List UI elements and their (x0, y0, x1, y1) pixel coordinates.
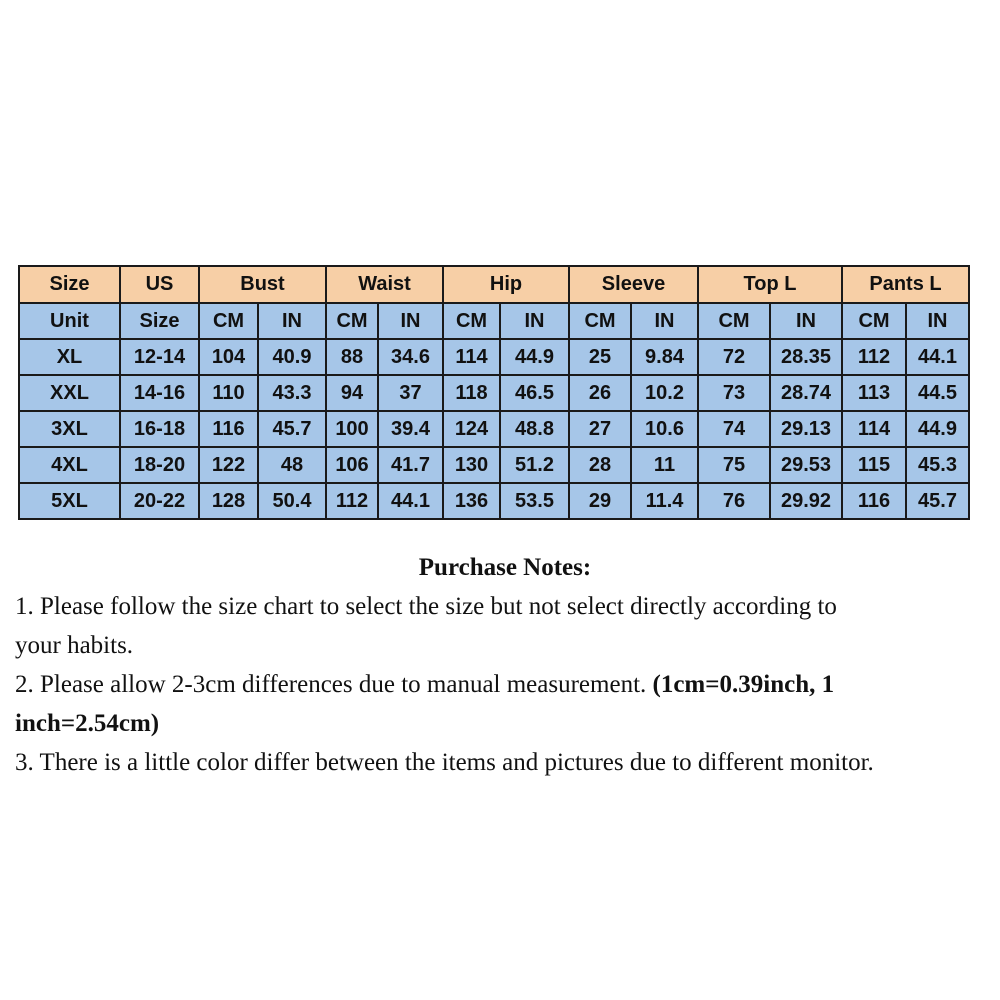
header-us: US (120, 266, 199, 303)
header-size: Size (19, 266, 120, 303)
cell-sleeve-in: 10.6 (631, 411, 698, 447)
cell-sleeve-in: 11.4 (631, 483, 698, 519)
cell-pants-in: 44.9 (906, 411, 969, 447)
cell-pants-in: 45.3 (906, 447, 969, 483)
cell-hip-in: 51.2 (500, 447, 569, 483)
cell-bust-in: 40.9 (258, 339, 326, 375)
cell-top-in: 28.35 (770, 339, 842, 375)
cell-sleeve-cm: 26 (569, 375, 631, 411)
header-sleeve: Sleeve (569, 266, 698, 303)
cell-us-size: 20-22 (120, 483, 199, 519)
cell-hip-cm: 130 (443, 447, 500, 483)
cell-sleeve-in: 11 (631, 447, 698, 483)
cell-pants-cm: 112 (842, 339, 906, 375)
cell-bust-in: 45.7 (258, 411, 326, 447)
cell-sleeve-in: 9.84 (631, 339, 698, 375)
cell-waist-cm: 100 (326, 411, 378, 447)
cell-hip-in: 53.5 (500, 483, 569, 519)
cell-bust-in: 43.3 (258, 375, 326, 411)
size-chart-table (18, 265, 970, 520)
cell-bust-in: 48 (258, 447, 326, 483)
note-2-line-2: inch=2.54cm) (15, 710, 160, 737)
cell-pants-cm: 115 (842, 447, 906, 483)
table-row (19, 375, 969, 411)
cell-sleeve-cm: 27 (569, 411, 631, 447)
cell-top-in: 29.53 (770, 447, 842, 483)
cell-waist-in: 34.6 (378, 339, 443, 375)
table-row (19, 447, 969, 483)
cell-waist-in: 41.7 (378, 447, 443, 483)
cell-sleeve-cm: 25 (569, 339, 631, 375)
header-pants-length: Pants L (842, 266, 969, 303)
purchase-notes (15, 548, 995, 782)
note-2-conversion: (1cm=0.39inch, 1 (652, 671, 835, 698)
cell-bust-cm: 122 (199, 447, 258, 483)
cell-us-size: 16-18 (120, 411, 199, 447)
note-1-line-2: your habits. (15, 632, 134, 659)
cell-pants-cm: 114 (842, 411, 906, 447)
table-row (19, 483, 969, 519)
unit-hip-in: IN (500, 303, 569, 339)
notes-title: Purchase Notes: (418, 554, 592, 581)
cell-hip-in: 46.5 (500, 375, 569, 411)
cell-hip-in: 44.9 (500, 339, 569, 375)
cell-sleeve-cm: 29 (569, 483, 631, 519)
unit-us-size: Size (120, 303, 199, 339)
cell-pants-in: 44.1 (906, 339, 969, 375)
header-hip: Hip (443, 266, 569, 303)
table-row (19, 339, 969, 375)
unit-waist-cm: CM (326, 303, 378, 339)
cell-waist-in: 39.4 (378, 411, 443, 447)
cell-waist-cm: 94 (326, 375, 378, 411)
cell-size: XL (19, 339, 120, 375)
cell-waist-cm: 106 (326, 447, 378, 483)
cell-pants-in: 45.7 (906, 483, 969, 519)
cell-bust-in: 50.4 (258, 483, 326, 519)
cell-hip-cm: 124 (443, 411, 500, 447)
unit-label: Unit (19, 303, 120, 339)
cell-size: 5XL (19, 483, 120, 519)
cell-waist-in: 44.1 (378, 483, 443, 519)
cell-top-cm: 74 (698, 411, 770, 447)
cell-pants-cm: 113 (842, 375, 906, 411)
note-2-line-1 (15, 665, 995, 704)
unit-sleeve-cm: CM (569, 303, 631, 339)
cell-waist-in: 37 (378, 375, 443, 411)
cell-hip-cm: 114 (443, 339, 500, 375)
cell-sleeve-in: 10.2 (631, 375, 698, 411)
cell-hip-cm: 136 (443, 483, 500, 519)
header-row (19, 266, 969, 303)
cell-top-cm: 72 (698, 339, 770, 375)
cell-waist-cm: 88 (326, 339, 378, 375)
unit-top-in: IN (770, 303, 842, 339)
unit-pants-in: IN (906, 303, 969, 339)
cell-bust-cm: 128 (199, 483, 258, 519)
header-waist: Waist (326, 266, 443, 303)
cell-pants-in: 44.5 (906, 375, 969, 411)
header-bust: Bust (199, 266, 326, 303)
unit-pants-cm: CM (842, 303, 906, 339)
note-3: 3. There is a little color differ between the items and pictures due to different monitor. (15, 749, 874, 776)
cell-us-size: 18-20 (120, 447, 199, 483)
cell-sleeve-cm: 28 (569, 447, 631, 483)
note-2-text: 2. Please allow 2-3cm differences due to manual measurement. (15, 671, 653, 698)
unit-row (19, 303, 969, 339)
unit-hip-cm: CM (443, 303, 500, 339)
cell-top-cm: 75 (698, 447, 770, 483)
cell-us-size: 14-16 (120, 375, 199, 411)
unit-sleeve-in: IN (631, 303, 698, 339)
table-row (19, 411, 969, 447)
header-top-length: Top L (698, 266, 842, 303)
cell-top-in: 28.74 (770, 375, 842, 411)
cell-hip-in: 48.8 (500, 411, 569, 447)
cell-top-in: 29.13 (770, 411, 842, 447)
cell-hip-cm: 118 (443, 375, 500, 411)
cell-waist-cm: 112 (326, 483, 378, 519)
cell-pants-cm: 116 (842, 483, 906, 519)
unit-top-cm: CM (698, 303, 770, 339)
cell-size: XXL (19, 375, 120, 411)
unit-waist-in: IN (378, 303, 443, 339)
cell-bust-cm: 104 (199, 339, 258, 375)
note-1-line-1: 1. Please follow the size chart to select the size but not select directly according to (15, 593, 837, 620)
cell-top-cm: 73 (698, 375, 770, 411)
cell-top-cm: 76 (698, 483, 770, 519)
cell-us-size: 12-14 (120, 339, 199, 375)
cell-size: 3XL (19, 411, 120, 447)
cell-top-in: 29.92 (770, 483, 842, 519)
unit-bust-in: IN (258, 303, 326, 339)
unit-bust-cm: CM (199, 303, 258, 339)
cell-size: 4XL (19, 447, 120, 483)
cell-bust-cm: 110 (199, 375, 258, 411)
cell-bust-cm: 116 (199, 411, 258, 447)
